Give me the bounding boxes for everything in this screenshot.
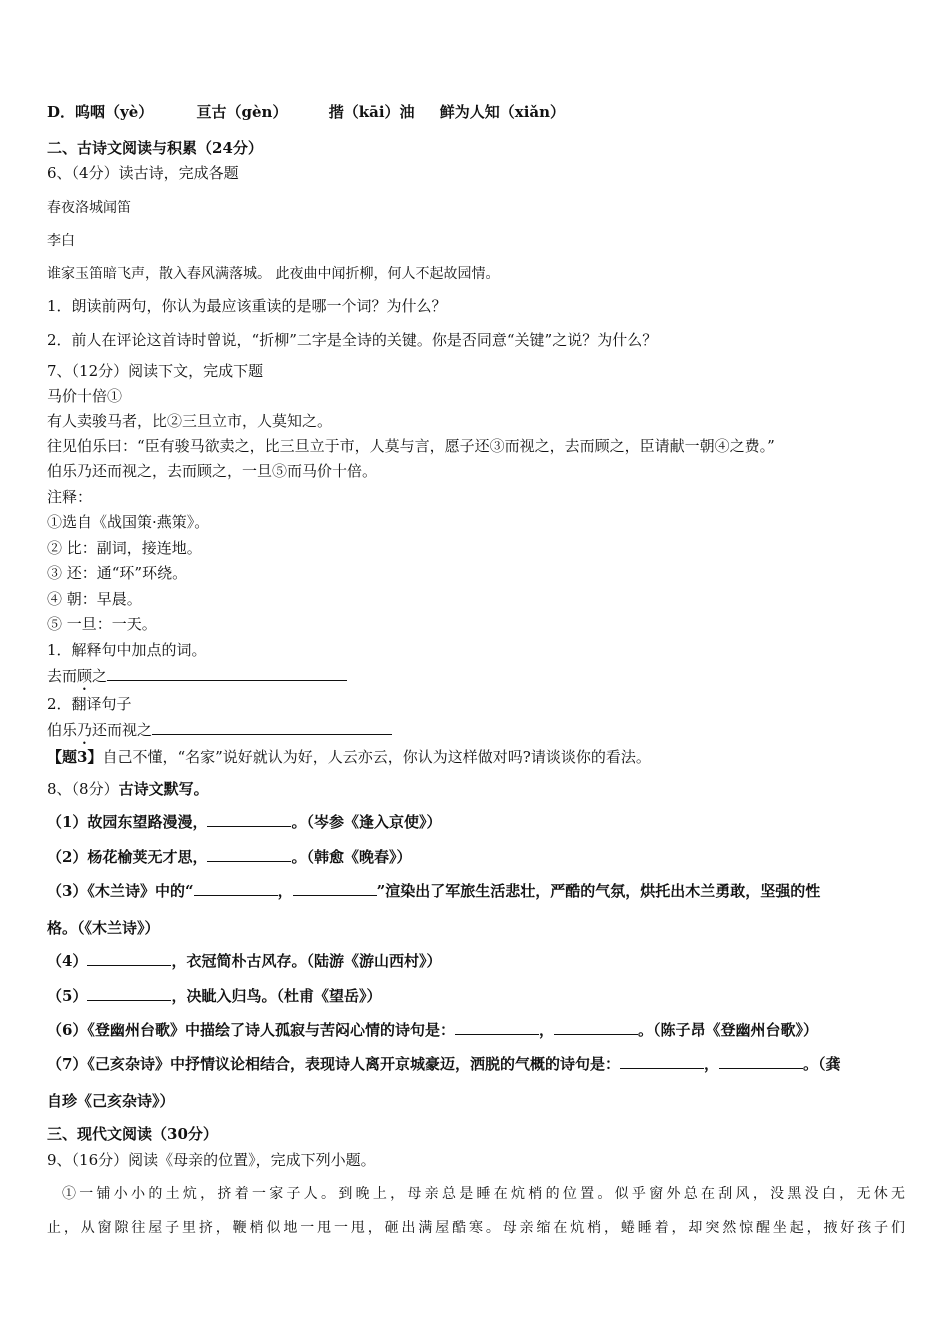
q7-s2-text-post: 还而视之 — [92, 721, 153, 739]
q7-paragraph-1: 有人卖骏马者，比②三旦立市，人莫知之。 — [47, 412, 333, 430]
q7-paragraph-2: 往见伯乐曰：“臣有骏马欲卖之，比三旦立于市，人莫与言，愿子还③而视之，去而顾之，臣请献一朝④之费。” — [47, 437, 775, 455]
q7-text-title: 马价十倍① — [47, 387, 123, 405]
option-d-label: D． — [47, 103, 76, 121]
q8-i2-text: （2）杨花榆荚无才思， — [47, 848, 208, 866]
q7-note-1: ①选自《战国策·燕策》。 — [47, 513, 210, 531]
q9-paragraph-1-line-2: 止，从窗隙往屋子里挤，鞭梢似地一甩一甩，砸出满屋酷寒。母亲缩在炕梢，蜷睡着，却突然惊醒坐起，掖好孩子们 — [47, 1220, 905, 1236]
q7-subquestion-2-answer — [47, 720, 905, 748]
q8-item-3 — [47, 881, 905, 901]
q6-poem-text: 谁家玉笛暗飞声，散入春风满落城。 此夜曲中闻折柳，何人不起故园情。 — [47, 266, 500, 282]
q7-heading: 7、（12分）阅读下文，完成下题 — [47, 362, 264, 380]
q8-i6-text: （6）《登幽州台歌》中描绘了诗人孤寂与苦闷心情的诗句是： — [47, 1021, 455, 1039]
q8-i6-blank-1[interactable] — [455, 1020, 539, 1035]
q8-heading — [47, 779, 905, 799]
q8-i3-text-c: ”渲染出了军旅生活悲壮，严酷的气氛，烘托出木兰勇敢，坚强的性 — [376, 882, 821, 900]
q8-item-7-cont: 自珍《己亥杂诗》） — [47, 1092, 175, 1110]
q7-note-2: ② 比：副词，接连地。 — [47, 539, 202, 557]
q8-i3-blank-1[interactable] — [194, 881, 278, 896]
q7-s1-dotted-word: 顾 — [77, 667, 93, 685]
option-d-word-1: 呜咽（yè） — [75, 103, 154, 121]
q8-i7-blank-1[interactable] — [620, 1054, 704, 1069]
q7-subquestion-3 — [47, 747, 905, 767]
q8-heading-title: 古诗文默写。 — [118, 780, 209, 798]
q8-i4-text: ，衣冠简朴古风存。（陆游《游山西村》） — [171, 952, 442, 970]
q7-s3-tag: 【题3】 — [47, 748, 103, 766]
q8-i7-comma: ， — [703, 1055, 719, 1073]
q8-i6-blank-2[interactable] — [554, 1020, 638, 1035]
q9-heading: 9、（16分）阅读《母亲的位置》，完成下列小题。 — [47, 1151, 376, 1169]
option-d-line — [47, 102, 905, 122]
q8-item-6 — [47, 1020, 905, 1040]
q7-subquestion-2: 2．翻译句子 — [47, 695, 132, 713]
q8-i7-source-start: 。（龚 — [802, 1055, 841, 1073]
option-d-word-2: 亘古（gèn） — [196, 103, 288, 121]
q7-s2-dotted-word: 乃 — [77, 721, 93, 739]
q7-s1-answer-blank[interactable] — [107, 666, 347, 681]
q6-subquestion-1: 1．朗读前两句，你认为最应该重读的是哪一个词？为什么？ — [47, 297, 447, 315]
q8-i4-label: （4） — [47, 952, 88, 970]
q7-note-3: ③ 还：通“环”环绕。 — [47, 564, 188, 582]
q8-item-2 — [47, 847, 905, 867]
q8-item-3-cont: 格。（《木兰诗》） — [47, 919, 160, 937]
q8-i6-source: 。（陈子昂《登幽州台歌》） — [637, 1021, 818, 1039]
q7-subquestion-1-answer — [47, 666, 905, 694]
section-2-heading: 二、古诗文阅读与积累（24分） — [47, 139, 263, 157]
q8-item-5 — [47, 986, 905, 1006]
q8-i3-comma: ， — [277, 882, 293, 900]
q7-s2-text-pre: 伯乐 — [47, 721, 78, 739]
section-3-heading: 三、现代文阅读（30分） — [47, 1125, 218, 1143]
q7-s1-text-pre: 去而 — [47, 667, 78, 685]
q7-notes-heading: 注释： — [47, 488, 93, 506]
q6-subquestion-2: 2．前人在评论这首诗时曾说，“折柳”二字是全诗的关键。你是否同意“关键”之说？为什么？ — [47, 331, 658, 349]
q7-s2-answer-blank[interactable] — [152, 720, 392, 735]
q8-i3-blank-2[interactable] — [293, 881, 377, 896]
option-d-word-3: 揩（kāi）油 — [328, 103, 415, 121]
q8-item-7 — [47, 1054, 905, 1074]
q6-poem-author: 李白 — [47, 233, 75, 249]
q7-note-4: ④ 朝：早晨。 — [47, 590, 142, 608]
q7-s1-text-post: 之 — [92, 667, 108, 685]
q8-i2-blank[interactable] — [207, 847, 291, 862]
q8-i2-source: 。（韩愈《晚春》） — [291, 848, 412, 866]
option-d-word-4: 鲜为人知（xiǎn） — [439, 103, 566, 121]
q7-paragraph-3: 伯乐乃还而视之，去而顾之，一旦⑤而马价十倍。 — [47, 462, 378, 480]
q8-i1-source: 。（岑参《逢入京使》） — [291, 813, 442, 831]
q8-i1-blank[interactable] — [207, 812, 291, 827]
q8-i4-blank[interactable] — [87, 951, 171, 966]
q9-paragraph-1-line-1: ①一铺小小的土炕，挤着一家子人。到晚上，母亲总是睡在炕梢的位置。似乎窗外总在刮风，没黑没白，无休无 — [62, 1186, 905, 1202]
q8-item-4 — [47, 951, 905, 971]
q6-poem-title: 春夜洛城闻笛 — [47, 200, 131, 216]
q6-heading: 6、（4分）读古诗，完成各题 — [47, 164, 239, 182]
q8-i5-blank[interactable] — [87, 986, 171, 1001]
q8-i1-text: （1）故园东望路漫漫， — [47, 813, 208, 831]
q8-i7-text: （7）《己亥杂诗》中抒情议论相结合，表现诗人离开京城豪迈，洒脱的气概的诗句是： — [47, 1055, 620, 1073]
q8-i6-comma: ， — [538, 1021, 554, 1039]
q8-heading-score: 8、（8分） — [47, 780, 119, 798]
q7-note-5: ⑤ 一旦：一天。 — [47, 615, 157, 633]
q8-i7-blank-2[interactable] — [719, 1054, 803, 1069]
q8-i5-text: ，决眦入归鸟。（杜甫《望岳》） — [171, 987, 382, 1005]
q7-s3-text: 自己不懂，“名家”说好就认为好，人云亦云，你认为这样做对吗?请谈谈你的看法。 — [102, 748, 651, 766]
q7-subquestion-1: 1．解释句中加点的词。 — [47, 641, 207, 659]
q8-i3-text-a: （3）《木兰诗》中的“ — [47, 882, 194, 900]
q8-i5-label: （5） — [47, 987, 88, 1005]
q8-item-1 — [47, 812, 905, 832]
